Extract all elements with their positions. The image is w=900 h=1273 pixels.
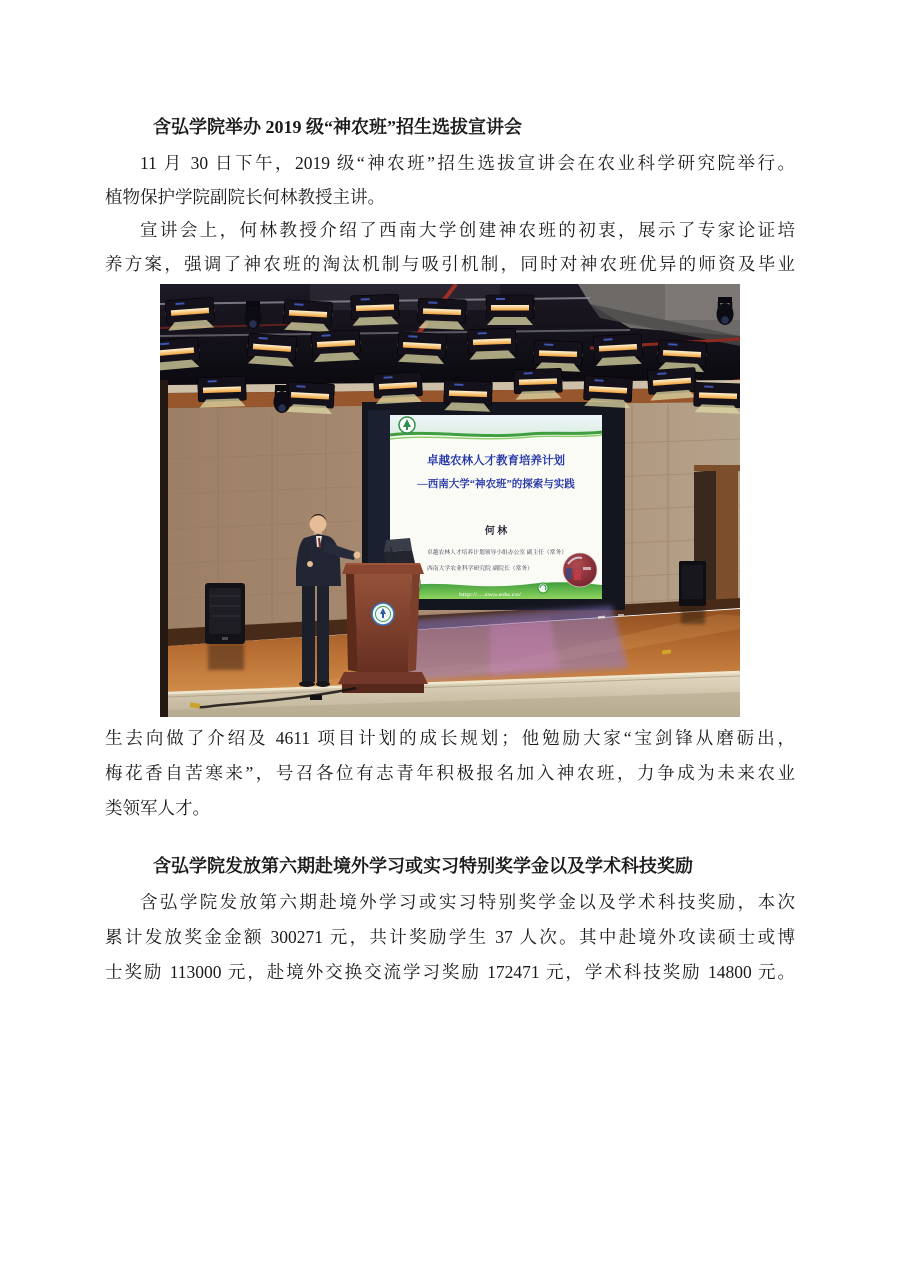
section1-heading: 含弘学院举办 2019 级“神农班”招生选拔宣讲会 xyxy=(153,117,522,137)
university-logo-icon xyxy=(399,417,415,433)
text-line: 累计发放奖金金额 300271 元，共计奖励学生 37 人次。其中赴境外攻读硕士或博 xyxy=(105,927,795,947)
moving-head-light-icon xyxy=(717,297,734,325)
speaker-left xyxy=(205,583,245,644)
section1-paragraph-2a xyxy=(105,214,795,281)
text-line: 11 月 30 日下午，2019 级“神农班”招生选拔宣讲会在农业科学研究院举行。 xyxy=(140,153,795,173)
laptop xyxy=(384,538,412,552)
slide-affiliation-2: 西南大学农业科学研究院 副院长（常务） xyxy=(427,566,530,572)
text-line: 类领军人才。 xyxy=(105,798,210,818)
slide-presenter-name: 何 林 xyxy=(484,526,508,537)
moving-head-light-icon xyxy=(274,385,291,413)
speaker-right xyxy=(679,561,706,606)
text-line: 梅花香自苦寒来”，号召各位有志青年积极报名加入神农班，力争成为未来农业 xyxy=(105,763,795,783)
podium-logo-icon xyxy=(372,603,394,625)
event-photo xyxy=(160,284,740,717)
text-line: 宣讲会上，何林教授介绍了西南大学创建神农班的初衷，展示了专家论证培 xyxy=(140,220,795,240)
red-photo-badge xyxy=(563,553,597,587)
section2-heading: 含弘学院发放第六期赴境外学习或实习特别奖学金以及学术科技奖励 xyxy=(153,856,693,876)
section1-paragraph-2b xyxy=(105,721,795,826)
text-line: 植物保护学院副院长何林教授主讲。 xyxy=(105,186,385,207)
lecture-hall-photo-illustration xyxy=(160,284,740,717)
text-line: 士奖励 113000 元，赴境外交换交流学习奖励 172471 元，学术科技奖励 14800 元。 xyxy=(105,962,795,982)
slide-title: 卓越农林人才教育培养计划 xyxy=(427,455,565,467)
slide-footer-url: http://…swu.edu.cn/ xyxy=(459,593,522,598)
text-line: 含弘学院发放第六期赴境外学习或实习特别奖学金以及学术科技奖励，本次 xyxy=(140,892,795,912)
slide-subtitle: —西南大学“神农班”的探索与实践 xyxy=(417,479,575,490)
presenter-head xyxy=(310,516,327,533)
article-body xyxy=(105,110,795,990)
slide-affiliation-1: 卓越农林人才培养计划领导小组办公室 副主任（常务） xyxy=(427,550,563,556)
text-line: 生去向做了介绍及 4611 项目计划的成长规划；他勉励大家“宝剑锋从磨砺出， xyxy=(105,728,795,748)
text-line: 养方案，强调了神农班的淘汰机制与吸引机制，同时对神农班优异的师资及毕业 xyxy=(105,253,795,274)
section2-paragraph-1 xyxy=(105,885,795,990)
section1-paragraph-1 xyxy=(105,147,795,214)
moving-head-light-icon xyxy=(245,301,262,329)
